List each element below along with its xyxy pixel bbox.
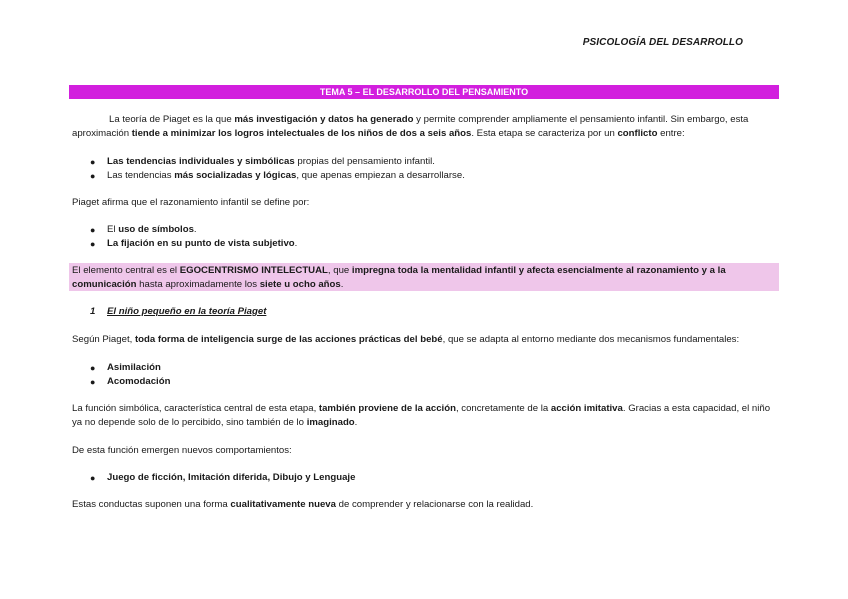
section-heading [90,306,266,317]
list-item: ● Juego de ficción, Imitación diferida, Dibujo y Lenguaje [90,472,356,483]
conclusion-paragraph: Estas conductas suponen una forma cualitativamente nueva de comprender y relacionarse con la realidad. [72,499,534,510]
bullet-icon: ● [90,157,96,167]
piaget-list [90,223,297,251]
piaget-intro-paragraph: Piaget afirma que el razonamiento infantil se define por: [72,197,310,208]
mechanisms-list [90,361,170,389]
intro-paragraph: La teoría de Piaget es la que más investigación y datos ha generado y permite comprender ampliamente el pensamiento infantil. Sin embargo, esta aproximación tiende a minimizar los logros intelectuales de los niños de dos a seis años. Esta etapa se caracteriza por un conflicto entre: [72,114,749,139]
bullet-icon: ● [90,473,96,483]
bullet-icon: ● [90,171,96,181]
egocentrism-paragraph: El elemento central es el EGOCENTRISMO INTELECTUAL, que impregna toda la mentalidad infantil y afecta esencialmente al razonamiento y a la comunicación hasta aproximadamente los siete u ocho años. [72,265,726,290]
document-header: PSICOLOGÍA DEL DESARROLLO [582,37,743,48]
bullet-icon: ● [90,225,96,235]
bullet-icon: ● [90,377,96,387]
section-title: El niño pequeño en la teoría Piaget [107,306,267,317]
list-item: ● Las tendencias individuales y simbólicas propias del pensamiento infantil. [90,156,435,167]
list-item: ● Las tendencias más socializadas y lógicas, que apenas empiezan a desarrollarse. [90,170,465,181]
list-item: ● Acomodación [90,376,171,387]
bullet-icon: ● [90,363,96,373]
conflict-list [90,155,465,183]
symbolic-paragraph: La función simbólica, característica central de esta etapa, también proviene de la acción, concretamente de la acción imitativa. Gracias a esta capacidad, el niño ya no depende solo de lo percibido, sino también de lo imaginado. [72,403,771,428]
list-item: ● El uso de símbolos. [90,224,197,235]
list-item: ● Asimilación [90,362,161,373]
chapter-title-bar: TEMA 5 – EL DESARROLLO DEL PENSAMIENTO [69,85,779,99]
bullet-icon: ● [90,239,96,249]
behaviors-intro-paragraph: De esta función emergen nuevos comportamientos: [72,445,292,456]
origin-paragraph: Según Piaget, toda forma de inteligencia surge de las acciones prácticas del bebé, que se adapta al entorno mediante dos mecanismos fundamentales: [72,334,740,345]
section-number: 1 [90,306,96,317]
behaviors-list [90,471,355,485]
list-item: ● La fijación en su punto de vista subjetivo. [90,238,298,249]
